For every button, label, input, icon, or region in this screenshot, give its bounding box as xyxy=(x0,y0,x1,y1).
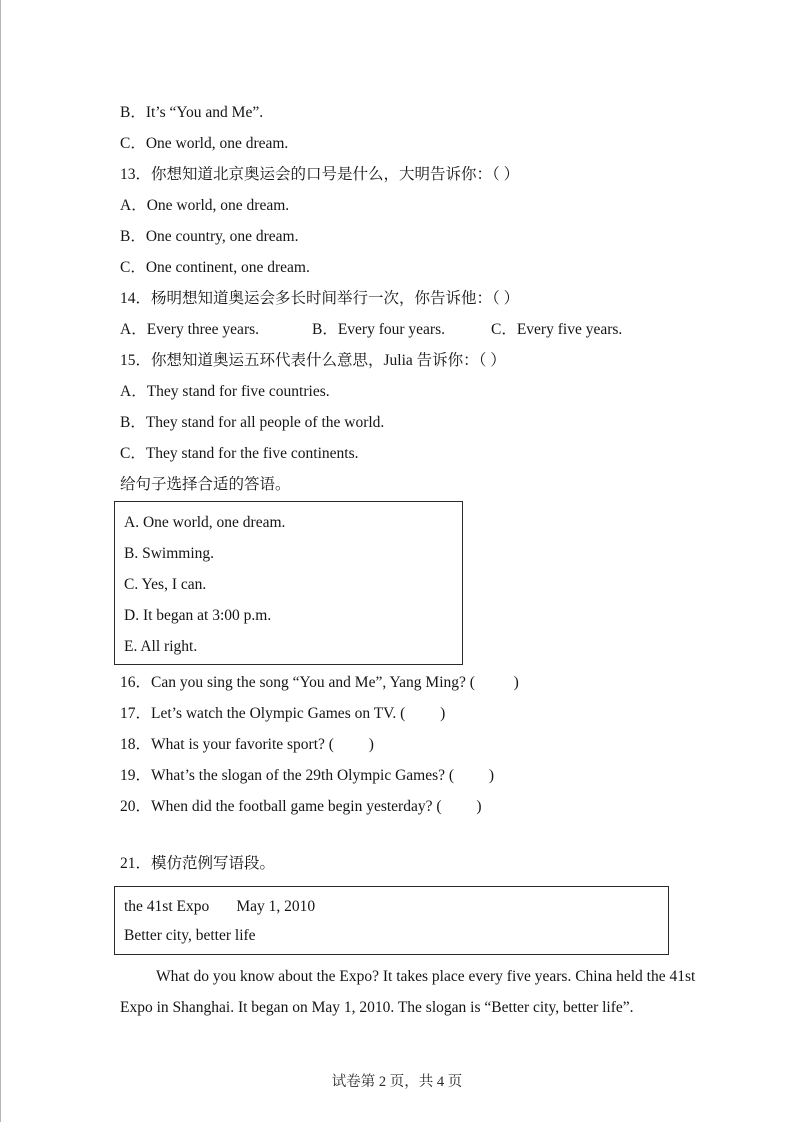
question-16: 16．Can you sing the song “You and Me”, Yang Ming? ( ) xyxy=(120,674,519,691)
answer-option-b: B. Swimming. xyxy=(124,545,215,562)
question-18: 18．What is your favorite sport? ( ) xyxy=(120,736,374,753)
question-19: 19．What’s the slogan of the 29th Olympic Games? ( ) xyxy=(120,767,495,784)
option-line-q13-c: C．One continent, one dream. xyxy=(120,259,310,276)
option-line-q13-a: A．One world, one dream. xyxy=(120,197,290,214)
answer-option-c: C. Yes, I can. xyxy=(124,576,207,593)
example-paragraph xyxy=(120,961,753,1023)
answer-options-box xyxy=(114,501,463,665)
question-15: 15．你想知道奥运五环代表什么意思，Julia 告诉你：（ ） xyxy=(120,352,506,369)
question-21: 21．模仿范例写语段。 xyxy=(120,855,276,872)
answer-option-d: D. It began at 3:00 p.m. xyxy=(124,607,272,624)
example-box-line-2: Better city, better life xyxy=(124,927,256,944)
option-line-q15-b: B．They stand for all people of the world. xyxy=(120,414,385,431)
option-line-q13-b: B．One country, one dream. xyxy=(120,228,299,245)
page-content xyxy=(1,0,793,1023)
option-q14-c: C．Every five years. xyxy=(491,321,623,338)
example-box xyxy=(114,886,669,955)
paragraph-line-2: Expo in Shanghai. It began on May 1, 2010. The slogan is “Better city, better life”. xyxy=(120,999,634,1016)
option-q14-a: A．Every three years. xyxy=(120,321,260,338)
question-17: 17．Let’s watch the Olympic Games on TV. ( ) xyxy=(120,705,446,722)
question-14: 14．杨明想知道奥运会多长时间举行一次，你告诉他：（ ） xyxy=(120,290,520,307)
option-q14-b: B．Every four years. xyxy=(312,321,445,338)
page-footer: 试卷第 2 页，共 4 页 xyxy=(331,1074,463,1090)
question-20: 20．When did the football game begin yesterday? ( ) xyxy=(120,798,482,815)
example-box-line-1: the 41st Expo May 1, 2010 xyxy=(124,898,316,915)
option-line-q12-c: C．One world, one dream. xyxy=(120,135,289,152)
q14-options-row xyxy=(120,314,753,345)
option-line-q15-a: A．They stand for five countries. xyxy=(120,383,330,400)
section-instruction: 给句子选择合适的答语。 xyxy=(120,476,291,493)
option-line-q12-b: B．It’s “You and Me”. xyxy=(120,104,264,121)
answer-option-a: A. One world, one dream. xyxy=(124,514,286,531)
option-line-q15-c: C．They stand for the five continents. xyxy=(120,445,359,462)
question-13: 13．你想知道北京奥运会的口号是什么，大明告诉你：（ ） xyxy=(120,166,520,183)
answer-option-e: E. All right. xyxy=(124,638,198,655)
paragraph-line-1: What do you know about the Expo? It takes place every five years. China held the 41st xyxy=(156,968,696,985)
